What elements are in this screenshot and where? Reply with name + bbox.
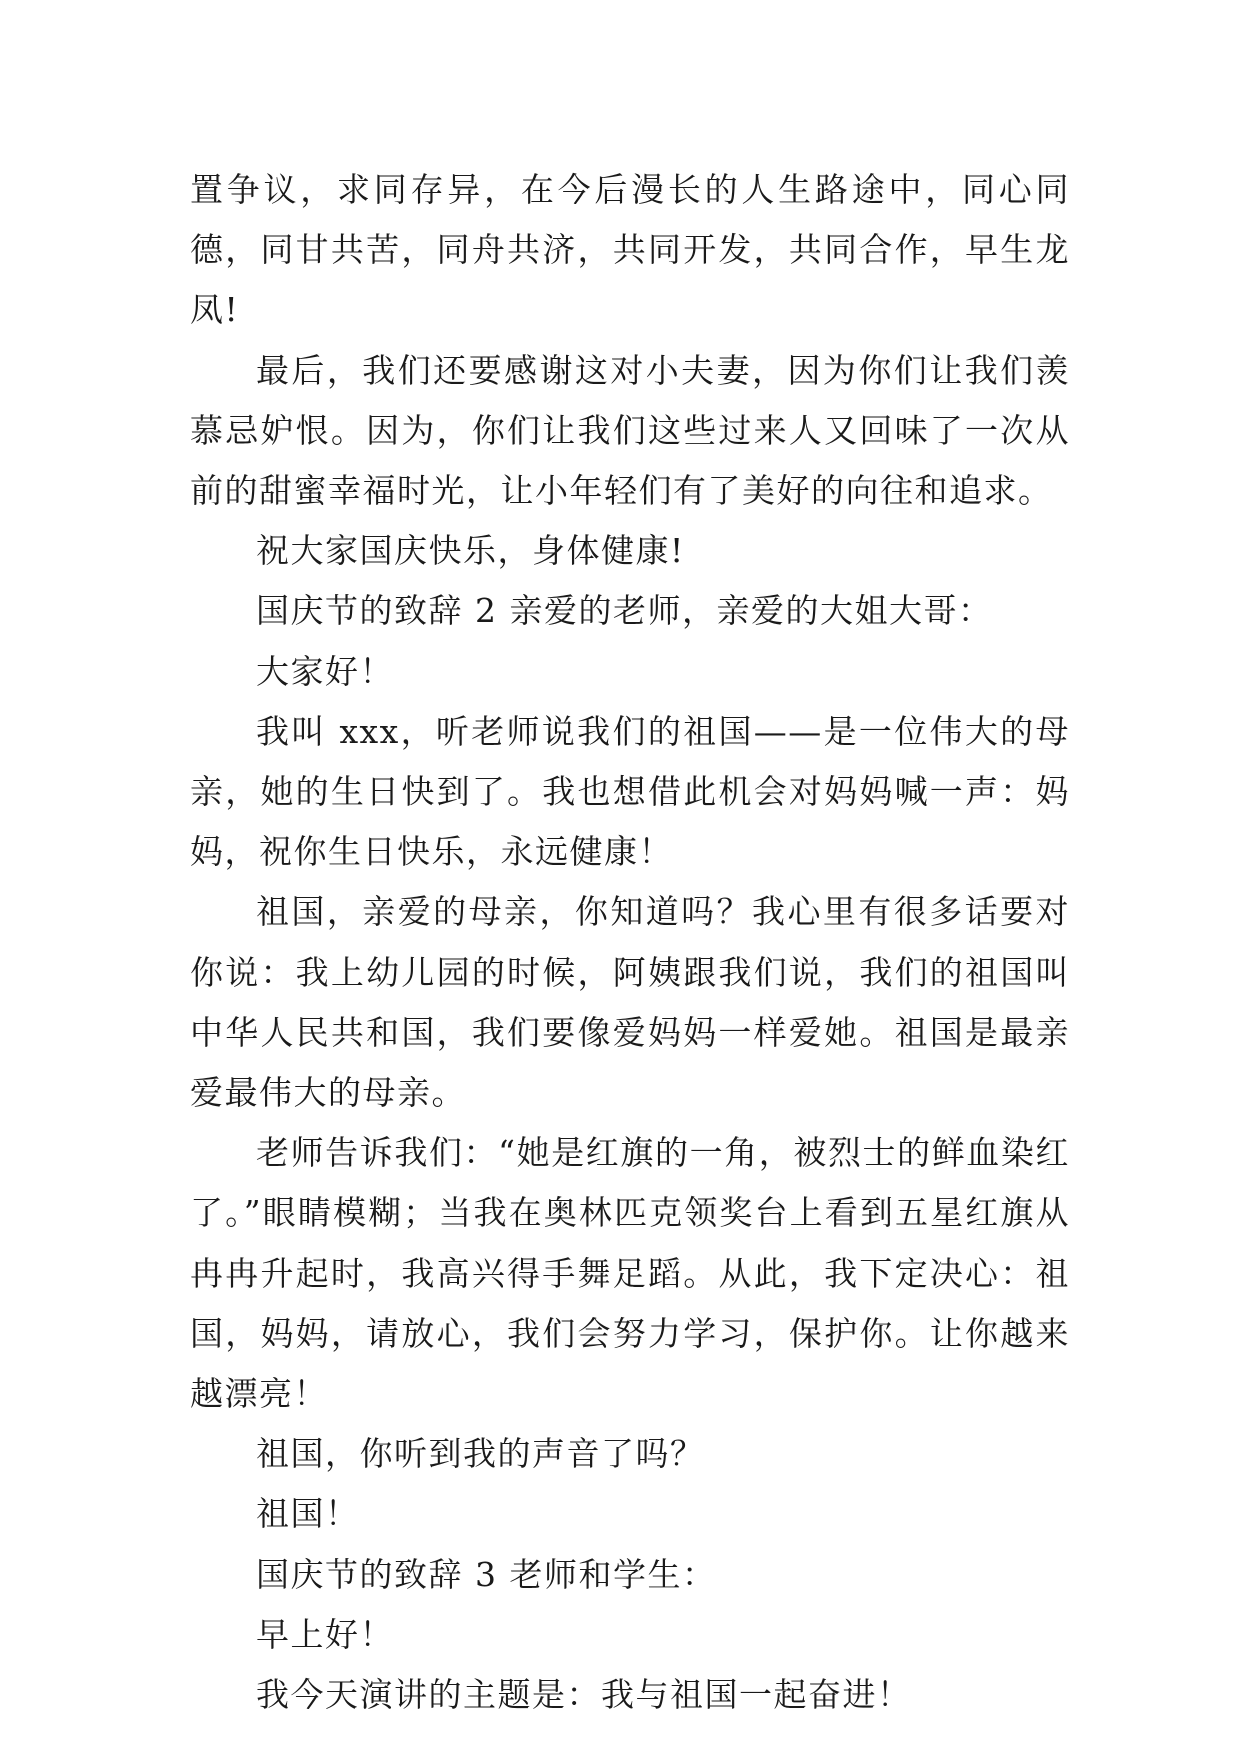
paragraph: 祝大家国庆快乐，身体健康! bbox=[256, 531, 685, 571]
paragraph: 祖国，你听到我的声音了吗？ bbox=[256, 1434, 705, 1474]
paragraph: 祖国，亲爱的母亲，你知道吗？我心里有很多话要对你说：我上幼儿园的时候，阿姨跟我们说，我们的祖国叫中华人民共和国，我们要像爱妈妈一样爱她。祖国是最亲爱最伟大的母亲。 bbox=[190, 892, 1070, 1113]
paragraph: 置争议，求同存异，在今后漫长的人生路途中，同心同德，同甘共苦，同舟共济，共同开发，共同合作，早生龙凤! bbox=[190, 170, 1070, 330]
document-body bbox=[190, 160, 1070, 1725]
paragraph: 我今天演讲的主题是：我与祖国一起奋进！ bbox=[256, 1675, 912, 1715]
paragraph: 最后，我们还要感谢这对小夫妻，因为你们让我们羡慕忌妒恨。因为，你们让我们这些过来人又回味了一次从前的甜蜜幸福时光，让小年轻们有了美好的向往和追求。 bbox=[190, 350, 1070, 511]
greeting: 大家好！ bbox=[256, 651, 394, 691]
paragraph: 祖国！ bbox=[256, 1494, 360, 1534]
section-heading: 国庆节的致辞 2 亲爱的老师，亲爱的大姐大哥： bbox=[256, 591, 993, 631]
section-heading: 国庆节的致辞 3 老师和学生： bbox=[256, 1554, 717, 1594]
paragraph: 我叫 xxx，听老师说我们的祖国——是一位伟大的母亲，她的生日快到了。我也想借此机会对妈妈喊一声：妈妈，祝你生日快乐，永远健康！ bbox=[190, 711, 1070, 872]
paragraph: 老师告诉我们：“她是红旗的一角，被烈士的鲜血染红了。”眼睛模糊；当我在奥林匹克领奖台上看到五星红旗从冉冉升起时，我高兴得手舞足蹈。从此，我下定决心：祖国，妈妈，请放心，我们会努力学习，保护你。让你越来越漂亮！ bbox=[190, 1133, 1070, 1414]
greeting: 早上好！ bbox=[256, 1614, 394, 1654]
